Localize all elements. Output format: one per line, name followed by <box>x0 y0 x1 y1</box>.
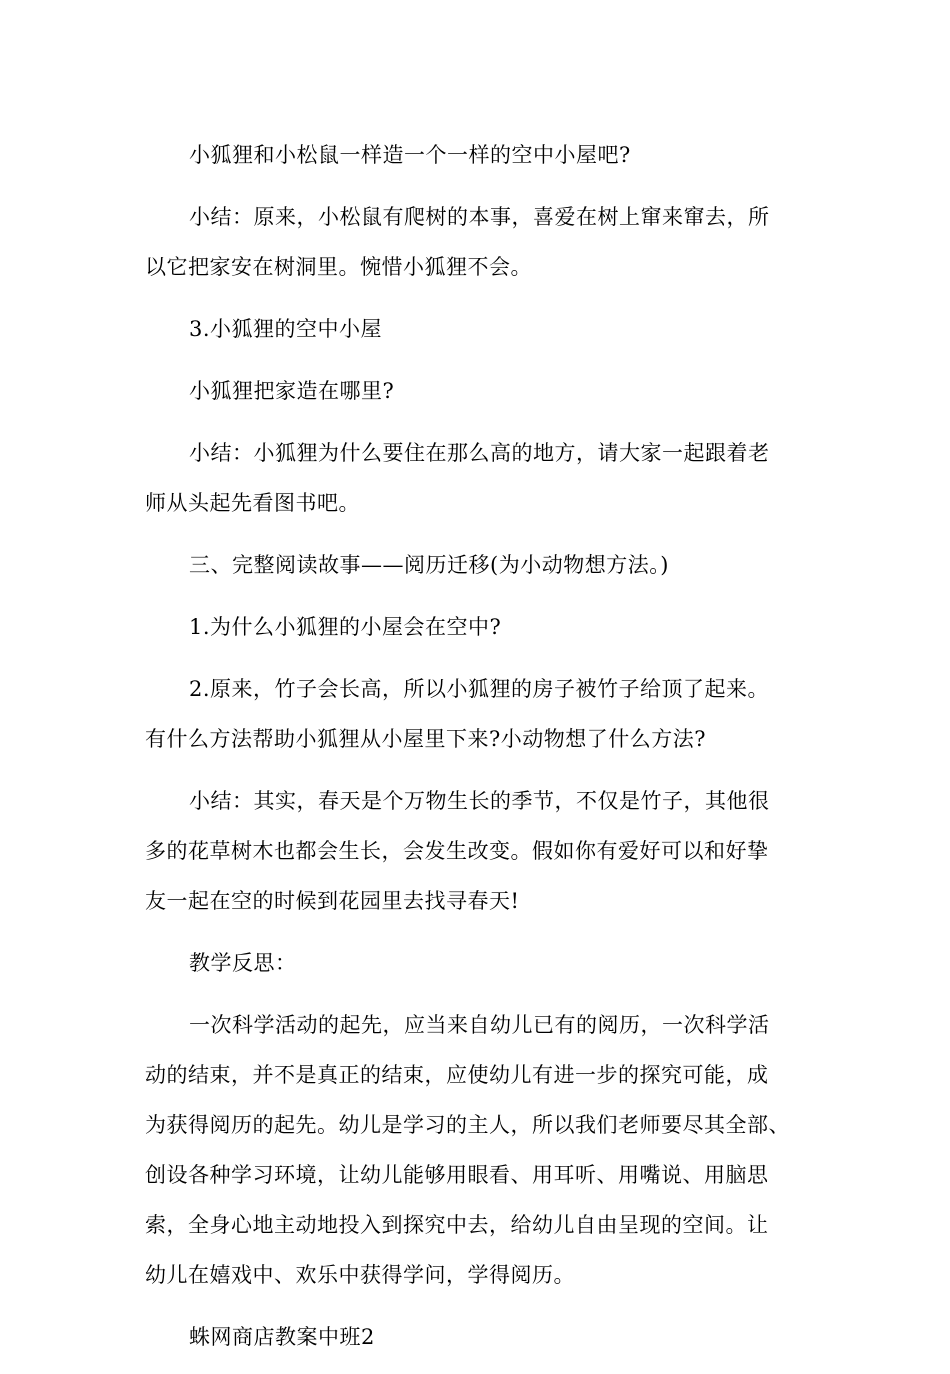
paragraph-line: 2.原来，竹子会长高，所以小狐狸的房子被竹子给顶了起来。 <box>189 677 770 701</box>
paragraph-11 <box>145 1000 845 1300</box>
document-body <box>145 130 845 1374</box>
paragraph-line: 小结：原来，小松鼠有爬树的本事，喜爱在树上窜来窜去，所 <box>189 205 770 229</box>
paragraph-line: 3.小狐狸的空中小屋 <box>189 317 383 341</box>
paragraph-line: 创设各种学习环境，让幼儿能够用眼看、用耳听、用嘴说、用脑思 <box>145 1163 769 1187</box>
paragraph-line: 以它把家安在树洞里。惋惜小狐狸不会。 <box>145 255 532 279</box>
paragraph-2 <box>145 192 845 292</box>
paragraph-line: 为获得阅历的起先。幼儿是学习的主人，所以我们老师要尽其全部、 <box>145 1113 790 1137</box>
paragraph-line: 有什么方法帮助小狐狸从小屋里下来?小动物想了什么方法? <box>145 727 707 751</box>
paragraph-line: 小结：其实，春天是个万物生长的季节，不仅是竹子，其他很 <box>189 789 770 813</box>
paragraph-line: 小狐狸把家造在哪里? <box>189 379 395 403</box>
paragraph-9 <box>145 776 845 926</box>
paragraph-line: 师从头起先看图书吧。 <box>145 491 360 515</box>
paragraph-line: 一次科学活动的起先，应当来自幼儿已有的阅历，一次科学活 <box>189 1013 770 1037</box>
paragraph-10 <box>145 938 845 988</box>
paragraph-1 <box>145 130 845 180</box>
paragraph-line: 小结：小狐狸为什么要住在那么高的地方，请大家一起跟着老 <box>189 441 770 465</box>
paragraph-line: 三、完整阅读故事——阅历迁移(为小动物想方法。) <box>189 553 669 577</box>
paragraph-line: 动的结束，并不是真正的结束，应使幼儿有进一步的探究可能，成 <box>145 1063 769 1087</box>
paragraph-12 <box>145 1312 845 1362</box>
paragraph-4 <box>145 366 845 416</box>
paragraph-line: 索，全身心地主动地投入到探究中去，给幼儿自由呈现的空间。让 <box>145 1213 769 1237</box>
paragraph-line: 多的花草树木也都会生长，会发生改变。假如你有爱好可以和好挚 <box>145 839 769 863</box>
paragraph-5 <box>145 428 845 528</box>
paragraph-line: 友一起在空的时候到花园里去找寻春天! <box>145 889 520 913</box>
paragraph-6 <box>145 540 845 590</box>
paragraph-line: 幼儿在嬉戏中、欢乐中获得学问，学得阅历。 <box>145 1263 575 1287</box>
paragraph-line: 蛛网商店教案中班2 <box>189 1325 375 1349</box>
paragraph-line: 小狐狸和小松鼠一样造一个一样的空中小屋吧? <box>189 143 631 167</box>
paragraph-line: 1.为什么小狐狸的小屋会在空中? <box>189 615 502 639</box>
paragraph-line: 教学反思： <box>189 951 297 975</box>
paragraph-8 <box>145 664 845 764</box>
paragraph-7 <box>145 602 845 652</box>
paragraph-3 <box>145 304 845 354</box>
